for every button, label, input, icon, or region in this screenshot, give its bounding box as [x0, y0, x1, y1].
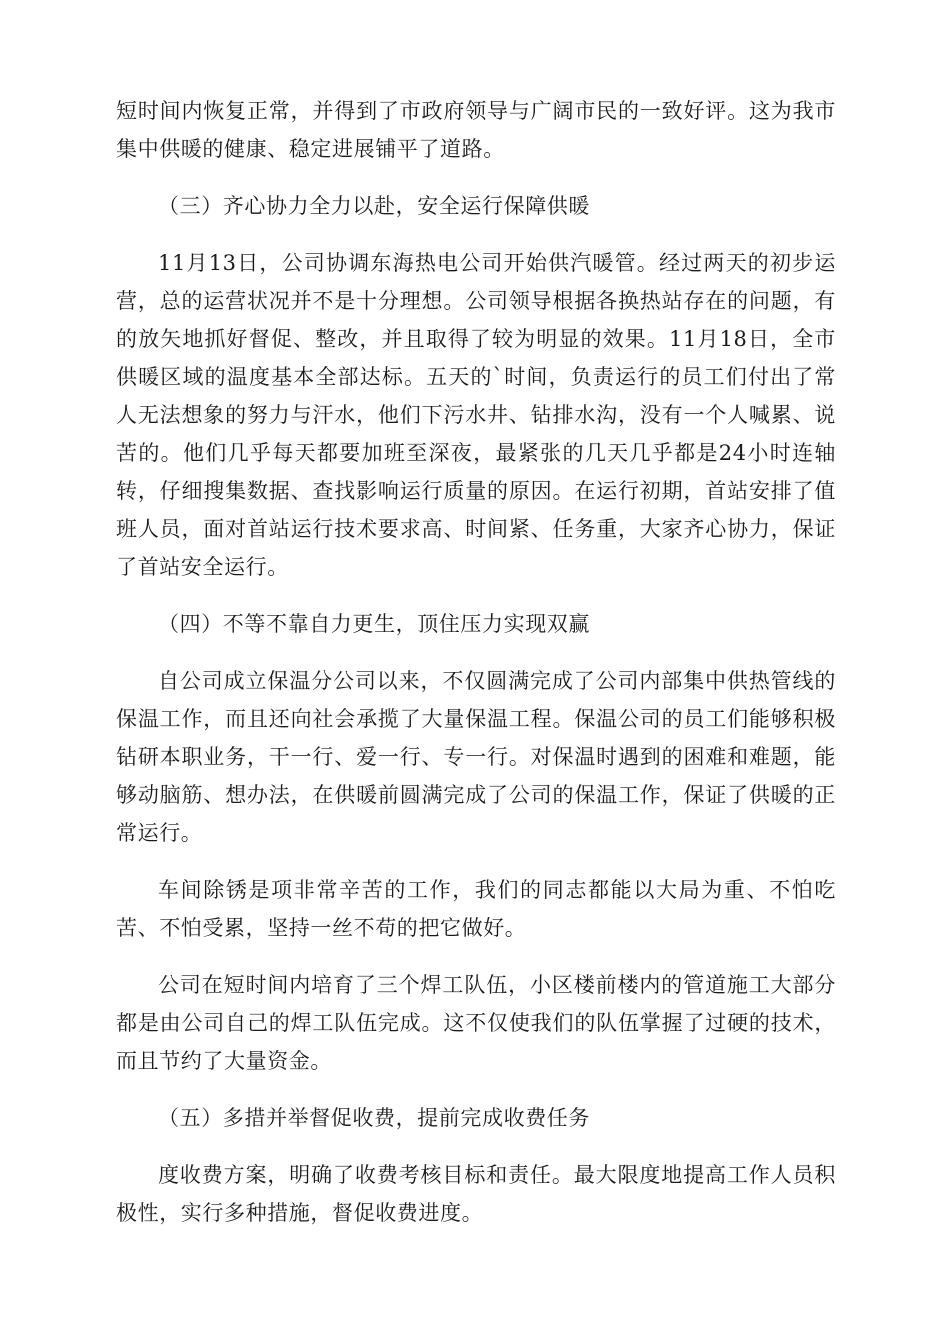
section-heading-3: （三）齐心协力全力以赴，安全运行保障供暖 — [158, 194, 590, 218]
section-heading-4: （四）不等不靠自力更生，顶住压力实现双赢 — [158, 612, 590, 636]
paragraph-fees: 度收费方案，明确了收费考核目标和责任。最大限度地提高工作人员积极性，实行多种措施，督促收费进度。 — [116, 1163, 836, 1225]
paragraph-operation: 11月13日，公司协调东海热电公司开始供汽暖管。经过两天的初步运营，总的运营状况并不是十分理想。公司领导根据各换热站存在的问题，有的放矢地抓好督促、整改，并且取得了较为明显的效果。11月18日，全市供暖区域的温度基本全部达标。五天的`时间，负责运行的员工们付出了常人无法想象的努力与汗水，他们下污水井、钻排水沟，没有一个人喊累、说苦的。他们几乎每天都要加班至深夜，最紧张的几天几乎都是24小时连轴转，仔细搜集数据、查找影响运行质量的原因。在运行初期，首站安排了值班人员，面对首站运行技术要求高、时间紧、任务重，大家齐心协力，保证了首站安全运行。 — [116, 251, 836, 579]
section-heading-5: （五）多措并举督促收费，提前完成收费任务 — [158, 1106, 590, 1130]
paragraph-insulation: 自公司成立保温分公司以来，不仅圆满完成了公司内部集中供热管线的保温工作，而且还向社会承揽了大量保温工程。保温公司的员工们能够积极钻研本职业务，干一行、爱一行、专一行。对保温时遇到的困难和难题，能够动脑筋、想办法，在供暖前圆满完成了公司的保温工作，保证了供暖的正常运行。 — [116, 669, 836, 845]
paragraph-welding: 公司在短时间内培育了三个焊工队伍，小区楼前楼内的管道施工大部分都是由公司自己的焊工队伍完成。这不仅使我们的队伍掌握了过硬的技术，而且节约了大量资金。 — [116, 973, 836, 1073]
paragraph-continuation: 短时间内恢复正常，并得到了市政府领导与广阔市民的一致好评。这为我市集中供暖的健康、稳定进展铺平了道路。 — [116, 99, 836, 161]
document-page — [116, 92, 836, 1251]
paragraph-derusting: 车间除锈是项非常辛苦的工作，我们的同志都能以大局为重、不怕吃苦、不怕受累，坚持一丝不苟的把它做好。 — [116, 878, 836, 940]
